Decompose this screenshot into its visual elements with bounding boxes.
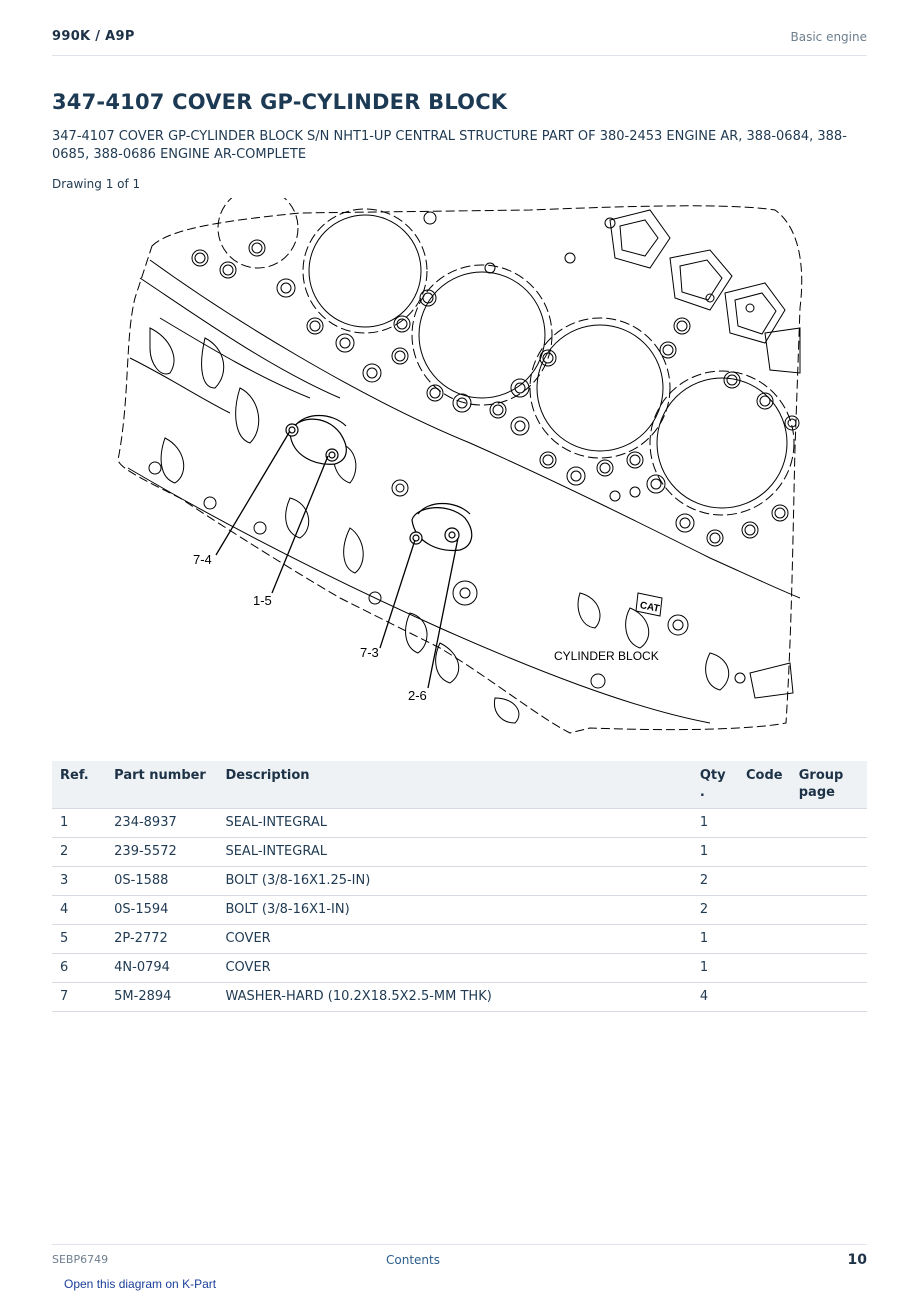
row-description: COVER	[217, 925, 691, 954]
table-row	[52, 867, 867, 896]
row-part-number: 2P-2772	[106, 925, 217, 954]
parts-table	[52, 761, 867, 1012]
col-description: Description	[217, 761, 691, 809]
row-ref: 7	[52, 983, 106, 1012]
row-qty: 1	[692, 838, 738, 867]
row-qty: 2	[692, 867, 738, 896]
row-part-number: 239-5572	[106, 838, 217, 867]
row-group-page	[791, 925, 867, 954]
row-group-page	[791, 954, 867, 983]
row-code	[738, 983, 791, 1012]
callout-1-5: 1-5	[253, 593, 272, 608]
row-group-page	[791, 983, 867, 1012]
page-number: 10	[847, 1252, 867, 1268]
open-kpart-link[interactable]: Open this diagram on K-Part	[64, 1277, 217, 1291]
cat-logo: CAT	[638, 600, 661, 615]
block-outline	[118, 206, 802, 733]
cylinder-bores	[218, 198, 794, 515]
table-row	[52, 838, 867, 867]
row-group-page	[791, 838, 867, 867]
footer-doc-id: SEBP6749	[52, 1253, 109, 1266]
drawing-label: Drawing 1 of 1	[52, 177, 141, 191]
block-bosses	[610, 210, 800, 373]
row-code	[738, 809, 791, 838]
row-qty: 1	[692, 809, 738, 838]
block-deck-edge	[150, 260, 800, 598]
row-description: SEAL-INTEGRAL	[217, 838, 691, 867]
block-left-details	[149, 328, 793, 723]
cylinder-block-diagram	[110, 198, 810, 743]
row-ref: 3	[52, 867, 106, 896]
cover-lower	[410, 504, 472, 551]
contents-link[interactable]: Contents	[386, 1253, 440, 1267]
row-ref: 5	[52, 925, 106, 954]
col-group-page: Group page	[791, 761, 867, 809]
row-group-page	[791, 809, 867, 838]
header-model: 990K / A9P	[52, 29, 135, 44]
table-row	[52, 983, 867, 1012]
row-part-number: 4N-0794	[106, 954, 217, 983]
block-rail-3	[130, 358, 230, 413]
row-part-number: 5M-2894	[106, 983, 217, 1012]
callout-7-3: 7-3	[360, 645, 379, 660]
row-ref: 1	[52, 809, 106, 838]
row-group-page	[791, 896, 867, 925]
col-code: Code	[738, 761, 791, 809]
block-rail-2	[160, 318, 310, 398]
row-qty: 1	[692, 925, 738, 954]
table-row	[52, 925, 867, 954]
row-part-number: 234-8937	[106, 809, 217, 838]
row-code	[738, 896, 791, 925]
row-description: BOLT (3/8-16X1.25-IN)	[217, 867, 691, 896]
callout-2-6: 2-6	[408, 688, 427, 703]
parts-table-header	[52, 761, 867, 809]
row-code	[738, 867, 791, 896]
row-ref: 6	[52, 954, 106, 983]
footer-divider	[52, 1244, 867, 1245]
row-ref: 4	[52, 896, 106, 925]
row-qty: 2	[692, 896, 738, 925]
row-ref: 2	[52, 838, 106, 867]
row-code	[738, 925, 791, 954]
parts-table-body	[52, 809, 867, 1012]
header-divider	[52, 55, 867, 56]
row-part-number: 0S-1594	[106, 896, 217, 925]
row-description: SEAL-INTEGRAL	[217, 809, 691, 838]
row-description: BOLT (3/8-16X1-IN)	[217, 896, 691, 925]
callout-7-4: 7-4	[193, 552, 212, 567]
row-qty: 1	[692, 954, 738, 983]
row-description: WASHER-HARD (10.2X18.5X2.5-MM THK)	[217, 983, 691, 1012]
head-bolt-holes	[192, 212, 799, 546]
row-description: COVER	[217, 954, 691, 983]
col-qty: Qty .	[692, 761, 738, 809]
header-section: Basic engine	[790, 30, 867, 44]
cylinder-block-label: CYLINDER BLOCK	[554, 649, 659, 663]
table-row	[52, 896, 867, 925]
table-row	[52, 954, 867, 983]
table-row	[52, 809, 867, 838]
row-part-number: 0S-1588	[106, 867, 217, 896]
page-subtitle: 347-4107 COVER GP-CYLINDER BLOCK S/N NHT1-UP CENTRAL STRUCTURE PART OF 380-2453 ENGINE AR, 388-0684, 388-0685, 388-0686 ENGINE AR-COMPLETE	[52, 129, 847, 162]
row-qty: 4	[692, 983, 738, 1012]
cover-upper	[286, 416, 346, 465]
row-group-page	[791, 867, 867, 896]
col-part-number: Part number	[106, 761, 217, 809]
row-code	[738, 838, 791, 867]
col-ref: Ref.	[52, 761, 106, 809]
row-code	[738, 954, 791, 983]
page-title: 347-4107 COVER GP-CYLINDER BLOCK	[52, 90, 508, 114]
